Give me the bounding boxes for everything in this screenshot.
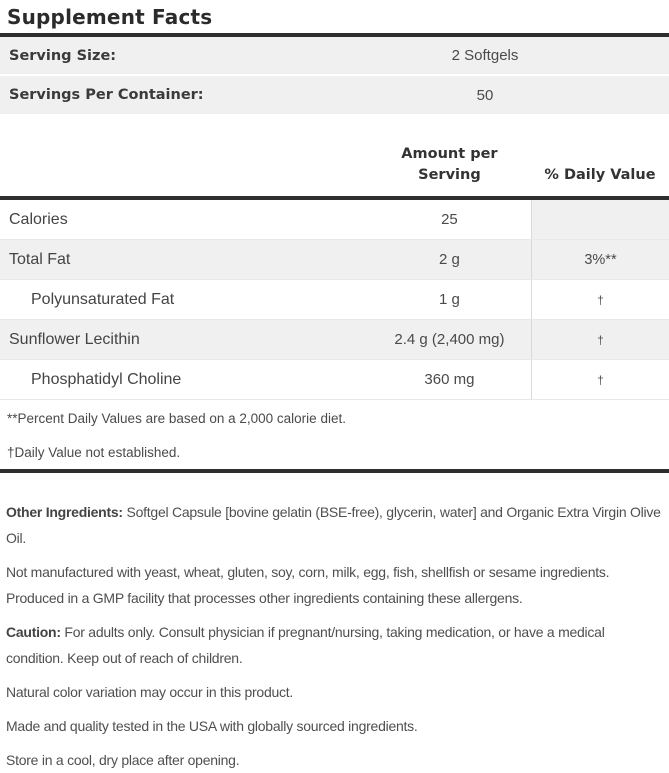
nutrient-dv: † — [531, 280, 669, 319]
servings-per-container-label: Servings Per Container: — [9, 87, 204, 103]
other-ingredients-text: Softgel Capsule [bovine gelatin (BSE-free), glycerin, water] and Organic Extra Virgin Olive Oil. — [6, 504, 661, 546]
table-row-calories — [0, 200, 669, 240]
servings-per-container-value: 50 — [476, 86, 494, 104]
other-ingredients-paragraph — [6, 499, 662, 551]
serving-size-value: 2 Softgels — [451, 47, 519, 64]
fine-print — [0, 473, 669, 773]
nutrient-dv: † — [531, 320, 669, 359]
made-in-usa-paragraph — [6, 713, 662, 739]
serving-info — [0, 37, 669, 114]
storage-text: Store in a cool, dry place after opening. — [6, 752, 240, 768]
serving-size-row — [0, 37, 669, 74]
amount-per-serving-header-text: Amount per Serving — [401, 146, 498, 183]
amount-per-serving-header — [368, 144, 531, 186]
percent-daily-value-header: % Daily Value — [544, 167, 656, 183]
color-variation-text: Natural color variation may occur in this product. — [6, 684, 294, 700]
made-in-usa-text: Made and quality tested in the USA with globally sourced ingredients. — [6, 718, 418, 734]
facts-table-header — [0, 114, 669, 196]
storage-paragraph — [6, 747, 662, 773]
table-row-sunflower-lecithin — [0, 320, 669, 360]
nutrient-amount: 2.4 g (2,400 mg) — [394, 331, 505, 348]
daily-value-footnote: **Percent Daily Values are based on a 2,000 calorie diet. — [7, 411, 346, 426]
caution-text: For adults only. Consult physician if pregnant/nursing, taking medication, or have a medical condition. Keep out of reach of children. — [6, 624, 605, 666]
caution-paragraph — [6, 619, 662, 671]
nutrient-amount: 360 mg — [424, 371, 475, 388]
nutrient-name: Polyunsaturated Fat — [31, 290, 175, 308]
other-ingredients-label: Other Ingredients: — [6, 504, 123, 520]
nutrient-dv: † — [531, 360, 669, 399]
caution-label: Caution: — [6, 624, 61, 640]
facts-table-body — [0, 200, 669, 400]
nutrient-name: Phosphatidyl Choline — [31, 370, 182, 388]
footnotes — [0, 400, 669, 469]
color-variation-paragraph — [6, 679, 662, 705]
nutrient-amount: 25 — [441, 211, 458, 228]
dagger-footnote: †Daily Value not established. — [7, 445, 181, 460]
nutrient-amount: 1 g — [439, 291, 460, 308]
servings-per-container-row — [0, 76, 669, 114]
allergen-text: Not manufactured with yeast, wheat, gluten, soy, corn, milk, egg, fish, shellfish or sesame ingredients. Produced in a GMP facility that processes other ingredients containing these allergens. — [6, 564, 610, 606]
table-row-polyunsaturated-fat — [0, 280, 669, 320]
nutrient-name: Total Fat — [9, 250, 71, 268]
serving-size-label: Serving Size: — [9, 47, 117, 64]
nutrient-name: Calories — [9, 210, 68, 228]
allergen-paragraph — [6, 559, 662, 611]
nutrient-amount: 2 g — [439, 251, 460, 268]
table-row-total-fat — [0, 240, 669, 280]
nutrient-name: Sunflower Lecithin — [9, 330, 140, 348]
nutrient-dv: 3%** — [531, 240, 669, 279]
nutrient-dv — [531, 200, 669, 239]
table-row-phosphatidyl-choline — [0, 360, 669, 400]
panel-title: Supplement Facts — [7, 5, 213, 29]
